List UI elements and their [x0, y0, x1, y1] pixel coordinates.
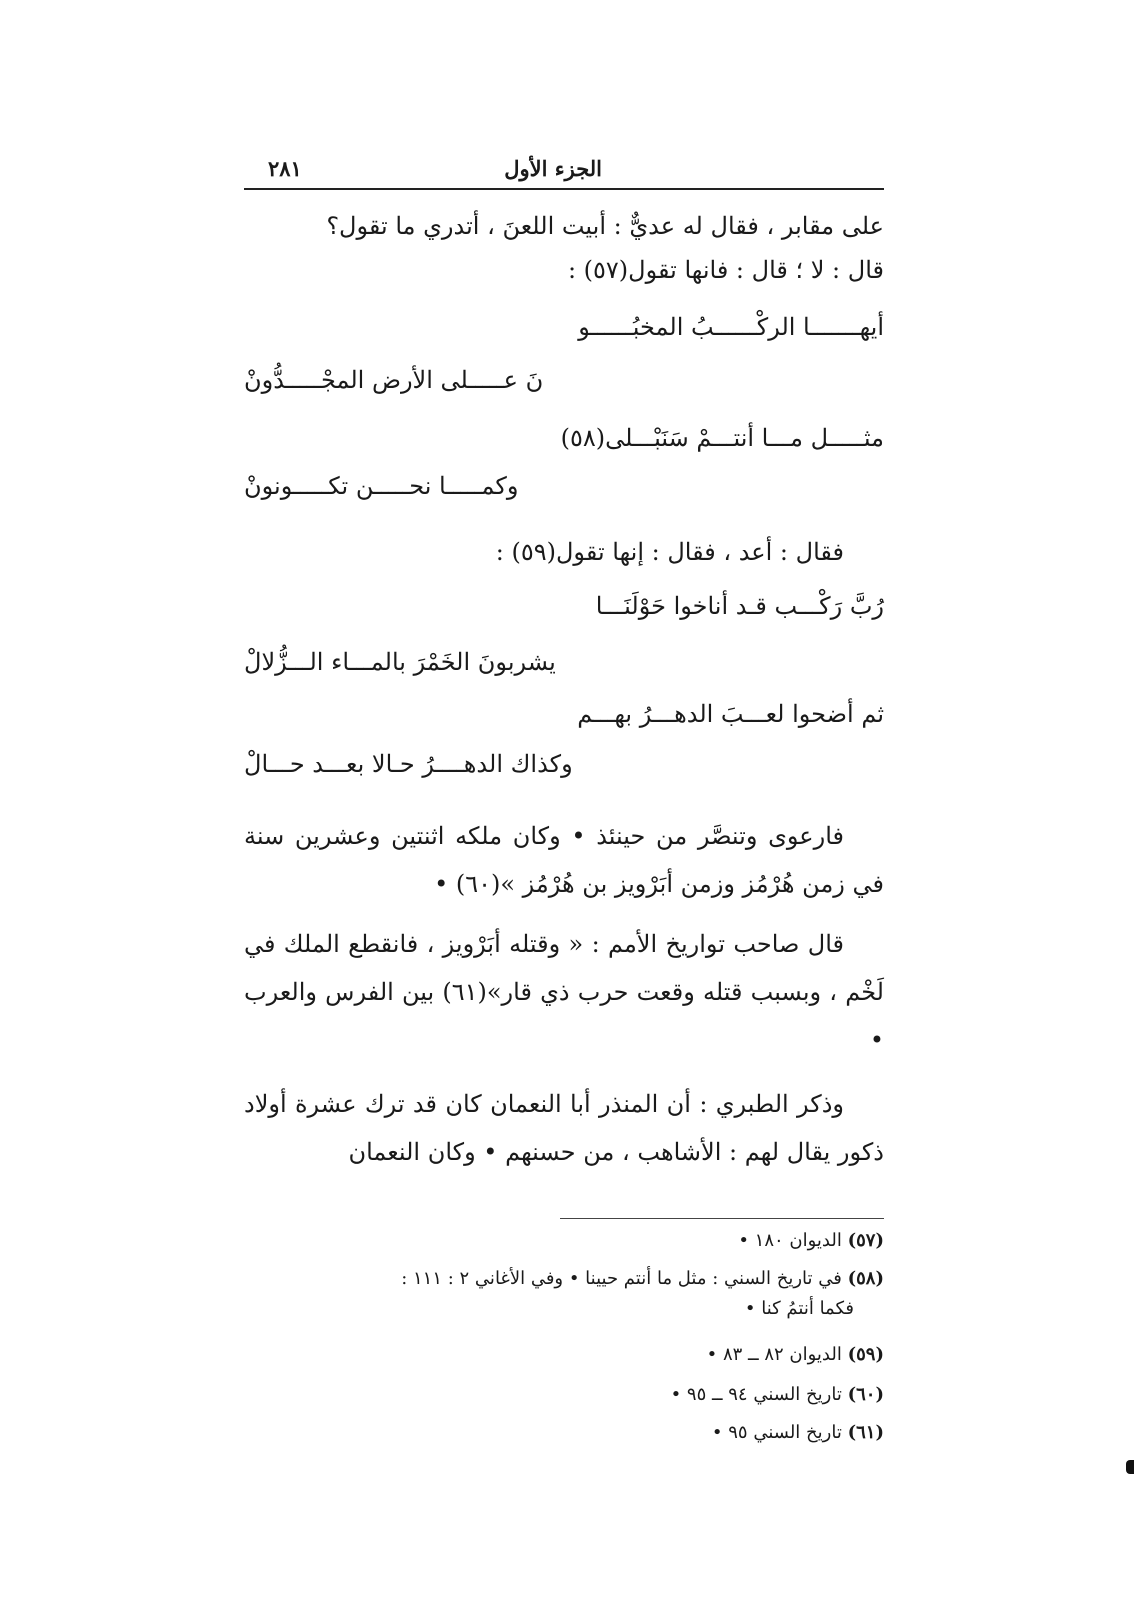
scan-margin-mark — [1126, 1460, 1134, 1474]
paragraph-line: على مقابر ، فقال له عديٌّ : أبيت اللعنَ ، أتدري ما تقول؟ — [326, 212, 884, 240]
footnote — [244, 1226, 884, 1256]
footnote-continuation — [214, 1294, 854, 1324]
paragraph-line: فقال : أعد ، فقال : إنها تقول(٥٩) : — [495, 538, 844, 566]
page-number: ٢٨١ — [268, 156, 302, 181]
paragraph-line: قال : لا ؛ قال : فانها تقول(٥٧) : — [567, 256, 884, 284]
footnote — [244, 1264, 884, 1294]
verse-hemistich-first: ثم أضحوا لعـــبَ الدهـــرُ بهـــم — [577, 700, 884, 728]
header-rule — [244, 188, 884, 190]
footnote-text: تاريخ السني ٩٥ • — [711, 1422, 842, 1443]
footnote-number: (٥٩) — [847, 1344, 884, 1365]
footnote-text: الديوان ٨٢ ــ ٨٣ • — [706, 1344, 842, 1365]
verse-hemistich-second: وكمـــــا نحـــــن تكـــــونونْ — [244, 472, 519, 500]
verse-hemistich-first: رُبَّ رَكْـــب قـد أناخوا حَوْلَنَـــا — [595, 592, 884, 620]
footnote — [244, 1340, 884, 1370]
verse-hemistich-second: نَ عـــــلى الأرض المجْـــــدُّونْ — [244, 366, 544, 394]
footnote-number: (٦١) — [847, 1422, 884, 1443]
paragraph: قال صاحب تواريخ الأمم : « وقتله أبَرْويز ، فانقطع الملك في لَخْم ، وبسبب قتله وقعت حرب ذي قار»(٦١) بين الفرس والعرب • — [244, 930, 884, 1054]
footnote-text: في تاريخ السني : مثل ما أنتم حيينا • وفي الأغاني ٢ : ١١١ : — [401, 1268, 842, 1289]
footnote — [244, 1418, 884, 1448]
footnote-text: تاريخ السني ٩٤ ــ ٩٥ • — [670, 1384, 842, 1405]
paragraph: وذكر الطبري : أن المنذر أبا النعمان كان قد ترك عشرة أولاد ذكور يقال لهم : الأشاهب ، من حسنهم • وكان النعمان — [244, 1090, 884, 1166]
footnote-number: (٥٧) — [847, 1230, 884, 1251]
footnote-text: الديوان ١٨٠ • — [738, 1230, 842, 1251]
verse-hemistich-first: أيهـــــــا الركْــــــبُ المخبُــــــو — [578, 313, 884, 341]
part-title: الجزء الأول — [504, 156, 602, 181]
verse-hemistich-second: يشربونَ الخَمْرَ بالمـــاء الـــزُّلالْ — [244, 648, 556, 676]
running-header — [244, 152, 884, 188]
paragraph: فارعوى وتنصَّر من حينئذ • وكان ملكه اثنتين وعشرين سنة في زمن هُرْمُز وزمن أبَرْويز بن هُرْمُز »(٦٠) • — [244, 822, 884, 898]
verse-hemistich-second: وكذاك الدهــــرُ حـالا بعـــد حـــالْ — [244, 750, 573, 778]
footnote — [244, 1380, 884, 1410]
footnote-number: (٦٠) — [847, 1384, 884, 1405]
footnote-number: (٥٨) — [847, 1268, 884, 1289]
footnote-rule — [560, 1218, 884, 1219]
footnote-text: فكما أنتمُ كنا • — [744, 1298, 854, 1319]
verse-hemistich-first: مثـــــل مـــا أنتـــمْ سَنَبْـــلى(٥٨) — [560, 424, 884, 452]
